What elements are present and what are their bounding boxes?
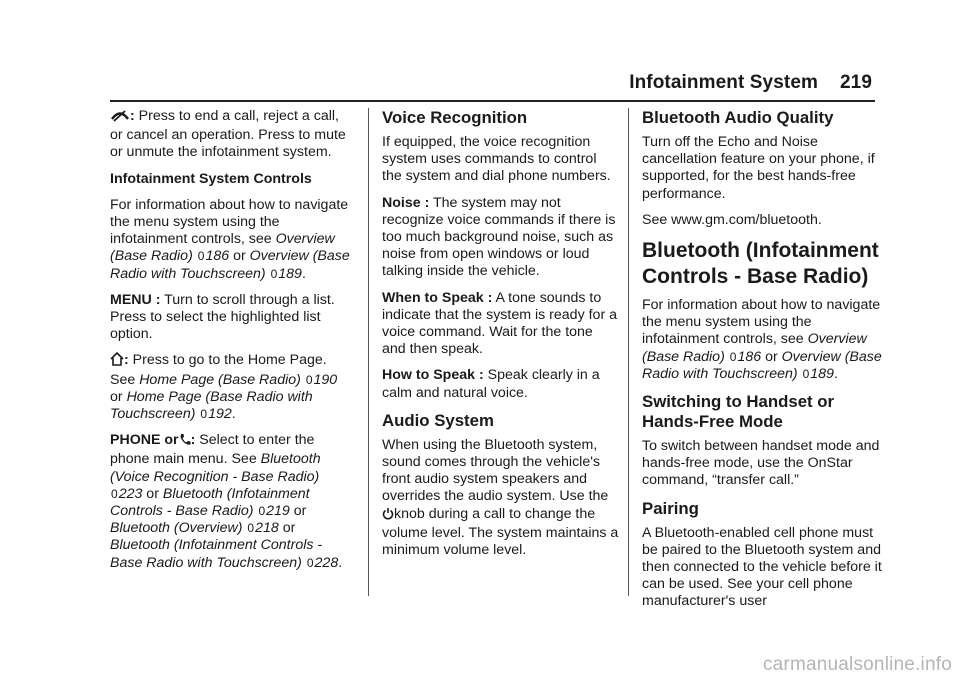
link-overview-touchscreen[interactable]: Overview (Base Radio with Touchscreen) xyxy=(642,348,882,382)
home-icon xyxy=(110,352,124,371)
link-bluetooth-voice-recognition[interactable]: Bluetooth (Voice Recognition - Base Radio) xyxy=(110,451,321,485)
column-divider xyxy=(628,108,629,596)
pairing-paragraph: A Bluetooth-enabled cell phone must be paired to the Bluetooth system and then connected to the vehicle before it can be used. See your cell phone manufacturer's user xyxy=(642,524,882,610)
quality-paragraph: Turn off the Echo and Noise cancellation feature on your phone, if supported, for the best hands-free performance. xyxy=(642,134,875,202)
link-home-page-base-radio[interactable]: Home Page (Base Radio) xyxy=(139,371,301,388)
watermark: carmanualsonline.info xyxy=(762,654,952,675)
controls-heading: Infotainment System Controls xyxy=(110,170,312,187)
phone-icon xyxy=(179,433,191,451)
main-paragraph: For information about how to navigate the menu system using the infotainment controls, see Overview (Base Radio) 0186 or Overview (Base Radio with Touchscreen) 0189. xyxy=(642,297,882,382)
audio-quality-heading: Bluetooth Audio Quality xyxy=(642,108,834,127)
home-paragraph: : Press to go to the Home Page. See Home Page (Base Radio) 0190 or Home Page (Base Radio with Touchscreen) 0192. xyxy=(110,352,338,423)
link-overview-base-radio[interactable]: Overview (Base Radio) xyxy=(110,231,335,265)
page-number: 219 xyxy=(839,72,872,93)
switching-paragraph: To switch between handset mode and hands-free mode, use the OnStar command, “transfer call.” xyxy=(642,438,880,489)
controls-paragraph: For information about how to navigate the menu system using the infotainment controls, see Overview (Base Radio) 0186 or Overview (Base Radio with Touchscreen) 0189. xyxy=(110,196,350,282)
column-2 xyxy=(382,108,620,568)
noise-paragraph: Noise : The system may not recognize voice commands if there is too much background noise, such as noise from open windows or loud talking inside the vehicle. xyxy=(382,194,616,280)
audio-system-heading: Audio System xyxy=(382,410,494,430)
end-call-icon xyxy=(110,110,130,127)
end-call-paragraph: : Press to end a call, reject a call, or cancel an operation. Press to mute or unmute the infotainment system. xyxy=(110,108,346,161)
column-1 xyxy=(110,108,353,581)
vr-paragraph: If equipped, the voice recognition system uses commands to control the system and dial phone numbers. xyxy=(382,134,611,185)
link-bluetooth-infotainment-base-radio[interactable]: Bluetooth (Infotainment Controls - Base Radio) xyxy=(110,485,310,520)
quality-see-paragraph: See www.gm.com/bluetooth. xyxy=(642,211,822,228)
how-to-speak-paragraph: How to Speak : Speak clearly in a calm and natural voice. xyxy=(382,367,600,401)
bluetooth-section-heading: Bluetooth (Infotainment Controls - Base Radio) xyxy=(642,239,879,289)
link-bluetooth-overview[interactable]: Bluetooth (Overview) xyxy=(110,520,243,537)
link-overview-base-radio[interactable]: Overview (Base Radio) xyxy=(642,331,867,365)
pairing-heading: Pairing xyxy=(642,498,699,518)
power-knob-icon xyxy=(382,507,394,525)
menu-paragraph: MENU : Turn to scroll through a list. Press to select the highlighted list option. xyxy=(110,291,335,343)
audio-paragraph: When using the Bluetooth system, sound comes through the vehicle's front audio system speakers and overrides the audio system. Use the knob during a call to change the volume level. The system maintains a minimum volume level. xyxy=(382,436,619,559)
phone-paragraph: PHONE or : Select to enter the phone main menu. See Bluetooth (Voice Recognition - Base Radio) 0223 or Bluetooth (Infotainment Controls - Base Radio) 0219 or Bluetooth (Overview) 0218 or Bluetooth (Infotainment Controls - Base Radio with Touchscreen) 0228. xyxy=(110,432,343,571)
link-bluetooth-touchscreen[interactable]: Bluetooth (Infotainment Controls - Base Radio with Touchscreen) xyxy=(110,537,323,571)
column-3 xyxy=(642,108,882,620)
link-overview-touchscreen[interactable]: Overview (Base Radio with Touchscreen) xyxy=(110,248,350,282)
column-divider xyxy=(368,108,369,596)
when-to-speak-paragraph: When to Speak : A tone sounds to indicate that the system is ready for a voice command. Wait for the tone and then speak. xyxy=(382,289,617,358)
header-rule xyxy=(110,100,875,102)
switching-heading: Switching to Handset or Hands-Free Mode xyxy=(642,392,835,432)
link-home-page-touchscreen[interactable]: Home Page (Base Radio with Touchscreen) xyxy=(110,388,313,423)
voice-recognition-heading: Voice Recognition xyxy=(382,108,528,127)
section-title: Infotainment System xyxy=(629,72,818,93)
page-header xyxy=(629,72,872,94)
